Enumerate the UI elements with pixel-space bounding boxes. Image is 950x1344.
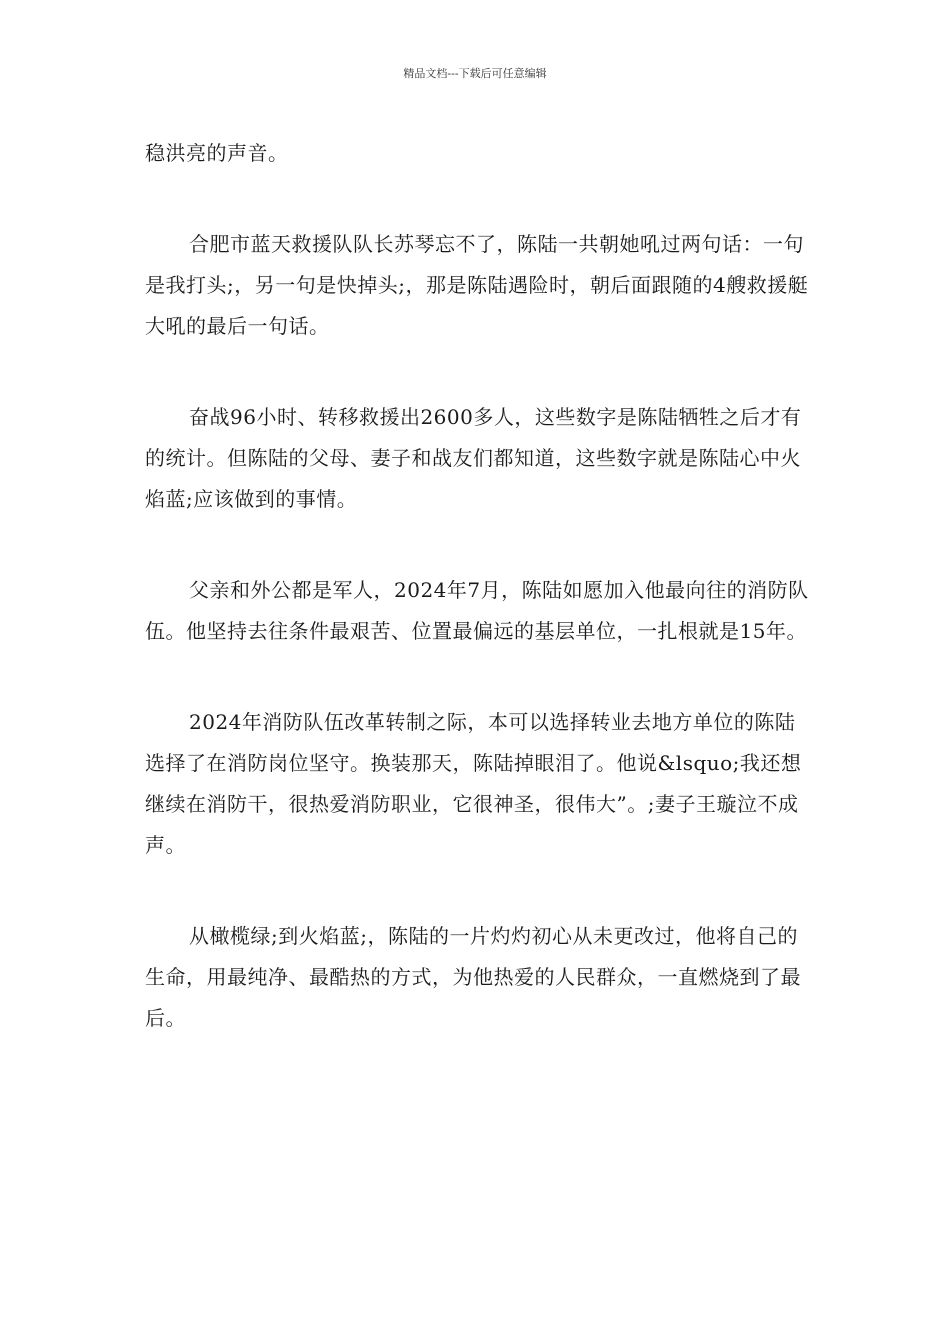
paragraph: 从橄榄绿;到火焰蓝;，陈陆的一片灼灼初心从未更改过，他将自己的生命，用最纯净、最酷热的方式，为他热爱的人民群众，一直燃烧到了最后。	[145, 924, 801, 1030]
paragraph: 2024年消防队伍改革转制之际，本可以选择转业去地方单位的陈陆选择了在消防岗位坚守。换装那天，陈陆掉眼泪了。他说&lsquo;我还想继续在消防干，很热爱消防职业，它很神圣，很伟大”。;妻子王璇泣不成声。	[145, 710, 802, 857]
paragraph-continued: 稳洪亮的声音。	[145, 141, 289, 165]
paragraph: 合肥市蓝天救援队队长苏琴忘不了，陈陆一共朝她吼过两句话：一句是我打头;，另一句是快掉头;，那是陈陆遇险时，朝后面跟随的4艘救援艇大吼的最后一句话。	[145, 232, 809, 338]
document-body	[145, 133, 810, 1089]
page-header: 精品文档---下载后可任意编辑	[403, 67, 547, 80]
paragraph: 奋战96小时、转移救援出2600多人，这些数字是陈陆牺牲之后才有的统计。但陈陆的父母、妻子和战友们都知道，这些数字就是陈陆心中火焰蓝;应该做到的事情。	[145, 405, 802, 511]
paragraph: 父亲和外公都是军人，2024年7月，陈陆如愿加入他最向往的消防队伍。他坚持去往条件最艰苦、位置最偏远的基层单位，一扎根就是15年。	[145, 578, 809, 643]
